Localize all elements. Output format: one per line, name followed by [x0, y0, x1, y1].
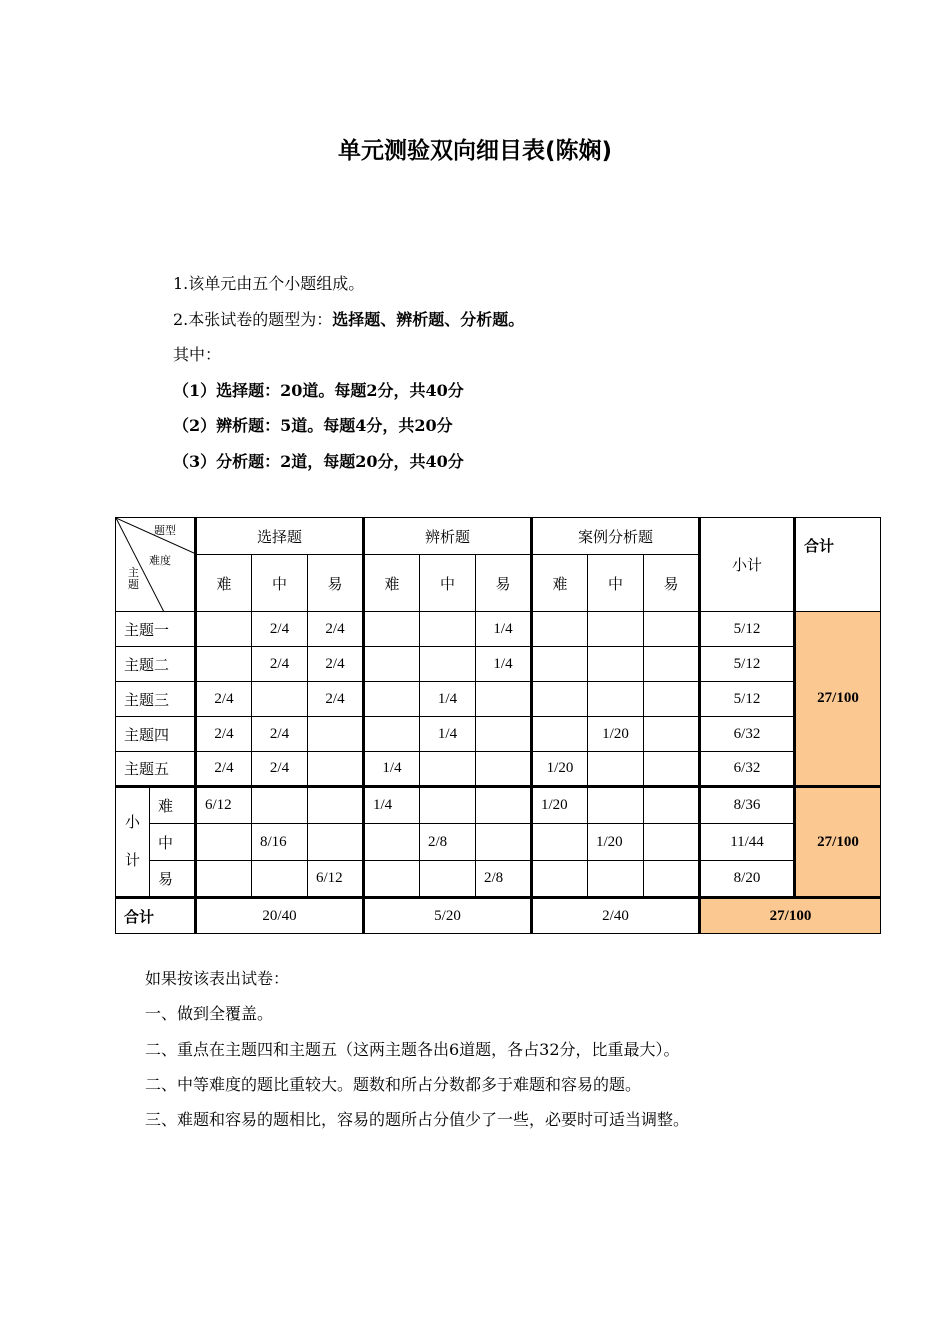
score-cell — [476, 752, 532, 787]
score-cell — [196, 824, 252, 861]
grand-total-analysis: 5/20 — [364, 898, 532, 934]
score-cell — [420, 752, 476, 787]
score-cell — [252, 682, 308, 717]
score-cell: 2/4 — [196, 682, 252, 717]
score-cell — [476, 824, 532, 861]
score-cell — [252, 861, 308, 898]
subtotal-row-label-2: 计 — [124, 853, 140, 869]
corner-difficulty-label: 难度 — [149, 555, 171, 567]
topic-row — [116, 717, 881, 752]
score-cell: 1/20 — [532, 752, 588, 787]
topic-subtotal-cell: 6/32 — [700, 752, 795, 787]
score-cell — [252, 787, 308, 824]
score-cell — [364, 682, 420, 717]
intro-line-1: 1.该单元由五个小题组成。 — [173, 274, 365, 293]
score-cell: 2/4 — [308, 612, 364, 647]
score-cell: 2/8 — [476, 861, 532, 898]
difficulty-row — [116, 787, 881, 824]
score-cell — [364, 647, 420, 682]
score-cell — [644, 752, 700, 787]
score-cell: 2/4 — [196, 717, 252, 752]
difficulty-row — [116, 861, 881, 898]
topic-name-cell: 主题五 — [116, 752, 196, 787]
grand-total-choice: 20/40 — [196, 898, 364, 934]
score-cell — [644, 787, 700, 824]
intro-line-2 — [173, 306, 524, 342]
topic-name-cell: 主题二 — [116, 647, 196, 682]
grand-total-value: 27/100 — [700, 898, 881, 934]
topic-name-cell: 主题四 — [116, 717, 196, 752]
score-cell — [644, 861, 700, 898]
difficulty-header: 易 — [308, 555, 364, 612]
intro-line-2-types: 选择题、辨析题、分析题。 — [332, 309, 525, 329]
score-cell: 1/4 — [476, 612, 532, 647]
conclusion-line-1: 如果按该表出试卷： — [145, 969, 290, 988]
score-cell — [196, 861, 252, 898]
difficulty-subtotal-cell: 8/36 — [700, 787, 795, 824]
difficulty-subtotal-cell: 11/44 — [700, 824, 795, 861]
topic-row — [116, 647, 881, 682]
topic-subtotal-cell: 5/12 — [700, 612, 795, 647]
difficulty-header: 难 — [532, 555, 588, 612]
type-header-analysis: 辨析题 — [364, 518, 532, 555]
score-cell — [476, 787, 532, 824]
spec-table — [115, 517, 881, 934]
score-cell — [644, 682, 700, 717]
type-header-choice: 选择题 — [196, 518, 364, 555]
conclusion-line-5: 三、难题和容易的题相比，容易的题所占分值少了一些，必要时可适当调整。 — [145, 1110, 690, 1130]
score-cell — [532, 824, 588, 861]
score-cell: 1/20 — [532, 787, 588, 824]
score-cell — [476, 717, 532, 752]
conclusion-section — [145, 965, 689, 1141]
score-cell — [196, 647, 252, 682]
score-cell — [420, 787, 476, 824]
conclusion-line-4: 二、中等难度的题比重较大。题数和所占分数都多于难题和容易的题。 — [145, 1074, 642, 1094]
score-cell — [308, 717, 364, 752]
grand-total-row — [116, 898, 881, 934]
corner-header-cell — [116, 518, 196, 612]
score-cell — [196, 612, 252, 647]
intro-line-2-prefix: 2.本张试卷的题型为： — [173, 309, 333, 329]
score-cell: 2/4 — [252, 752, 308, 787]
corner-topic-label-1: 主 — [128, 567, 139, 579]
score-cell — [420, 612, 476, 647]
grand-total-label: 合计 — [116, 898, 196, 934]
topic-row — [116, 752, 881, 787]
topic-name-cell: 主题一 — [116, 612, 196, 647]
difficulty-header: 中 — [252, 555, 308, 612]
score-cell: 6/12 — [196, 787, 252, 824]
difficulty-header: 易 — [644, 555, 700, 612]
score-cell: 1/20 — [588, 824, 644, 861]
score-cell — [308, 752, 364, 787]
score-cell — [308, 787, 364, 824]
conclusion-line-2: 一、做到全覆盖。 — [145, 1004, 274, 1024]
topic-name-cell: 主题三 — [116, 682, 196, 717]
score-cell — [364, 824, 420, 861]
score-cell — [644, 647, 700, 682]
difficulty-total-cell: 27/100 — [795, 787, 881, 898]
score-cell — [532, 647, 588, 682]
score-cell: 2/8 — [420, 824, 476, 861]
difficulty-header: 中 — [588, 555, 644, 612]
difficulty-header: 中 — [420, 555, 476, 612]
intro-section — [173, 270, 524, 483]
subtotal-header: 小计 — [700, 518, 795, 612]
score-cell — [644, 824, 700, 861]
score-cell: 1/20 — [588, 717, 644, 752]
type-header-case: 案例分析题 — [532, 518, 700, 555]
total-header: 合计 — [795, 518, 881, 612]
header-row-types — [116, 518, 881, 555]
score-cell — [532, 682, 588, 717]
topic-subtotal-cell: 5/12 — [700, 682, 795, 717]
difficulty-row — [116, 824, 881, 861]
score-cell — [364, 717, 420, 752]
score-cell: 2/4 — [252, 612, 308, 647]
difficulty-header: 难 — [364, 555, 420, 612]
score-cell: 1/4 — [420, 682, 476, 717]
grand-total-case: 2/40 — [532, 898, 700, 934]
score-cell — [644, 717, 700, 752]
intro-item-2: （2）辨析题：5道。每题4分，共20分 — [173, 416, 453, 435]
corner-topic-label-2: 题 — [128, 579, 139, 591]
score-cell — [364, 612, 420, 647]
score-cell — [476, 682, 532, 717]
subtotal-row-label-1: 小 — [124, 815, 140, 831]
score-cell: 1/4 — [364, 787, 420, 824]
score-cell — [644, 612, 700, 647]
intro-line-3: 其中： — [173, 345, 222, 364]
topic-row — [116, 682, 881, 717]
difficulty-name-cell: 易 — [150, 861, 196, 898]
difficulty-name-cell: 难 — [150, 787, 196, 824]
score-cell: 1/4 — [420, 717, 476, 752]
subtotal-row-label — [116, 787, 150, 898]
score-cell — [420, 647, 476, 682]
score-cell — [588, 861, 644, 898]
difficulty-header: 难 — [196, 555, 252, 612]
topics-total-cell: 27/100 — [795, 612, 881, 787]
score-cell — [588, 612, 644, 647]
score-cell: 2/4 — [252, 647, 308, 682]
score-cell: 2/4 — [308, 647, 364, 682]
score-cell — [588, 787, 644, 824]
score-cell: 6/12 — [308, 861, 364, 898]
score-cell: 2/4 — [308, 682, 364, 717]
score-cell: 1/4 — [364, 752, 420, 787]
difficulty-subtotal-cell: 8/20 — [700, 861, 795, 898]
page-title: 单元测验双向细目表(陈娴) — [337, 138, 613, 164]
corner-type-label: 题型 — [154, 525, 176, 537]
score-cell — [588, 752, 644, 787]
score-cell: 2/4 — [196, 752, 252, 787]
score-cell — [532, 717, 588, 752]
score-cell — [588, 682, 644, 717]
score-cell: 1/4 — [476, 647, 532, 682]
difficulty-header: 易 — [476, 555, 532, 612]
topic-subtotal-cell: 5/12 — [700, 647, 795, 682]
score-cell: 8/16 — [252, 824, 308, 861]
intro-item-3: （3）分析题：2道，每题20分，共40分 — [173, 451, 464, 471]
score-cell — [420, 861, 476, 898]
topic-row — [116, 612, 881, 647]
score-cell — [364, 861, 420, 898]
difficulty-name-cell: 中 — [150, 824, 196, 861]
score-cell — [308, 824, 364, 861]
intro-item-1: （1）选择题：20道。每题2分，共40分 — [173, 380, 464, 400]
score-cell — [532, 861, 588, 898]
score-cell — [532, 612, 588, 647]
score-cell — [588, 647, 644, 682]
conclusion-line-3: 二、重点在主题四和主题五（这两主题各出6道题，各占32分，比重最大）。 — [145, 1039, 680, 1059]
topic-subtotal-cell: 6/32 — [700, 717, 795, 752]
score-cell: 2/4 — [252, 717, 308, 752]
